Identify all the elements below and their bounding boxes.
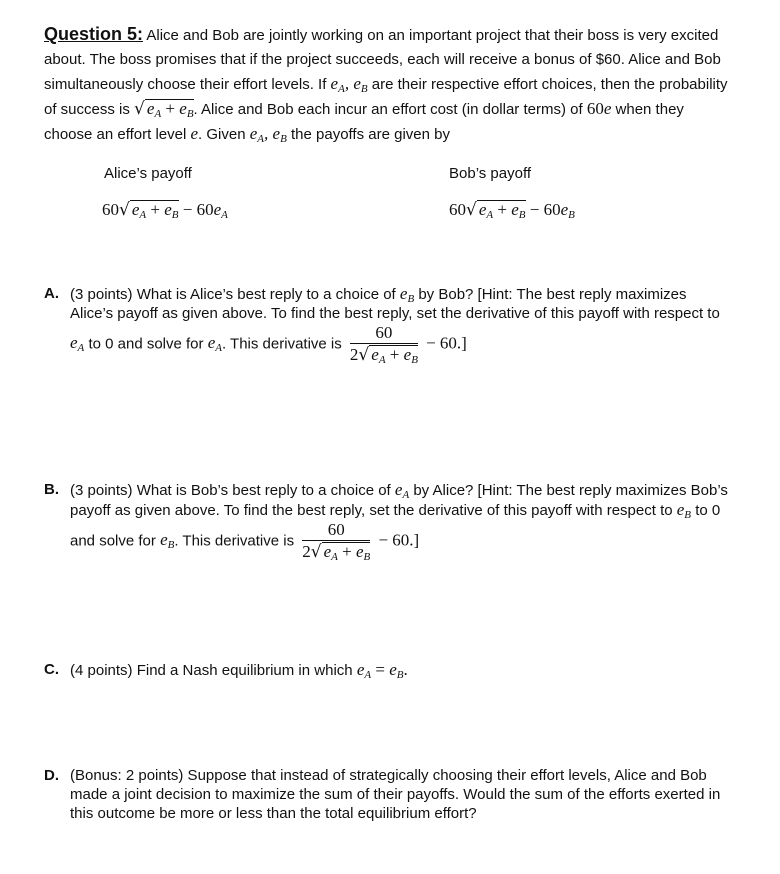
alice-payoff-formula: 60√ $e_A + e_B - 60e_A$ (102, 200, 228, 221)
intro-text-6: the payoffs are given by (290, 126, 450, 143)
part-a-derivative-fraction: $\frac{60}{2√ e_A + e_B}$ (349, 323, 418, 366)
part-a (44, 284, 724, 366)
math-cost: 60e (586, 99, 612, 118)
math-sqrt-sum: √ $e_A + e_B$ (134, 99, 194, 120)
intro-text-2: are their respective effort choices, then the probability of success is (44, 76, 728, 118)
bob-payoff-formula: 60√ $e_A + e_B - 60e_B$ (449, 200, 575, 221)
math-eb: $e_B$ (676, 500, 692, 521)
part-b-text-2: by Alice? [Hint: The best reply maximizes Bob’s payoff as given above. To find the best reply, set the derivative of this payoff with respect to (70, 482, 728, 519)
part-b-text-3: to 0 and solve for (70, 502, 721, 550)
part-a-text-4: . This derivative is (221, 335, 342, 353)
part-b-label: B. (44, 481, 59, 498)
question-intro (44, 22, 734, 147)
part-a-text-1: (3 points) What is Alice’s best reply to a choice of (70, 286, 396, 303)
part-b-tail: − 60.] (378, 530, 420, 550)
math-ea: $e_A$ (207, 333, 222, 355)
math-eb: $e_B$ (399, 284, 415, 305)
math-ea: $e_A$ (70, 333, 85, 355)
math-e: e (190, 124, 199, 143)
part-b-text-1: (3 points) What is Bob’s best reply to a choice of (70, 482, 391, 499)
part-b-derivative-fraction: $\frac{60}{2√ e_A + e_B}$ (302, 520, 371, 563)
part-c-text: (4 points) Find a Nash equilibrium in which (70, 662, 353, 679)
part-a-text-2: by Bob? [Hint: The best reply maximizes Alice’s payoff as given above. To find the best reply, set the derivative of this payoff with respect to (70, 286, 720, 322)
math-equal-efforts: $e_A = e_B$. (356, 660, 408, 681)
alice-payoff-label: Alice’s payoff (104, 165, 192, 182)
part-a-text-3: to 0 and solve for (88, 335, 204, 353)
math-ea-eb-2: $e_A$, $e_B$ (249, 124, 287, 145)
intro-text-3: . Alice and Bob each incur an effort cost (in dollar terms) of (193, 101, 583, 118)
part-b-text-4: . This derivative is (174, 532, 295, 550)
part-b (44, 480, 728, 563)
math-ea-eb: $e_A$, $e_B$ (330, 74, 368, 95)
math-eb: $e_B$ (160, 530, 175, 552)
part-c (44, 660, 724, 679)
intro-text-5: . Given (198, 126, 246, 143)
intro-text-4: when they choose an effort level (44, 101, 684, 143)
intro-text-1: Alice and Bob are jointly working on an important project that their boss is very excited about. The boss promises that if the project succeeds, each will receive a bonus of $60. Alice and Bob simultaneously choose their effort levels. If (44, 27, 721, 93)
math-ea: $e_A$ (394, 480, 410, 501)
part-a-label: A. (44, 285, 59, 302)
part-d-text: (Bonus: 2 points) Suppose that instead of strategically choosing their effort levels, Alice and Bob made a joint decision to maximize the sum of their payoffs. Would the sum of the efforts exerted in this outcome be more or less than the total equilibrium effort? (70, 767, 721, 822)
bob-payoff-label: Bob’s payoff (449, 165, 532, 182)
question-title: Question 5: (44, 24, 144, 44)
part-a-tail: − 60.] (426, 333, 467, 353)
part-d-label: D. (44, 767, 59, 784)
part-c-label: C. (44, 661, 59, 678)
part-d (44, 766, 724, 822)
